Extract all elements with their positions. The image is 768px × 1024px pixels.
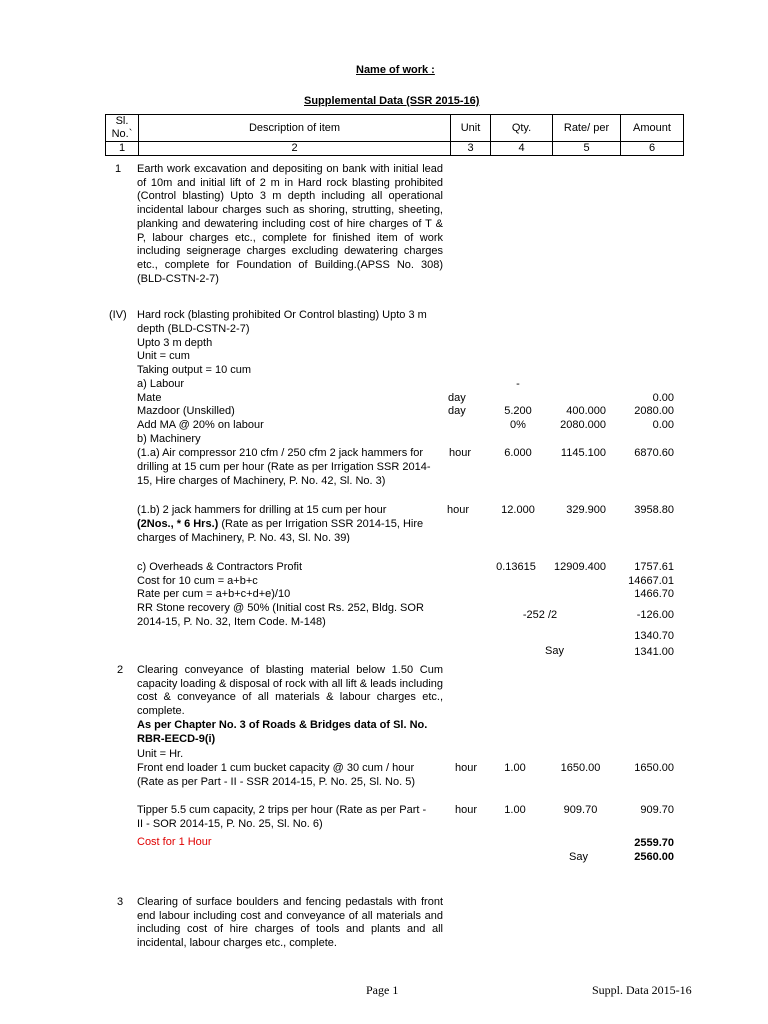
sub-iv-unit: Unit = cum (137, 350, 190, 362)
overheads-rate: 12909.400 (554, 561, 606, 573)
tipper-rate: 909.70 (563, 804, 598, 816)
rr-stone-amount: -126.00 (636, 609, 674, 621)
page-title: Name of work : (356, 64, 435, 76)
labour-heading: a) Labour (137, 378, 185, 390)
tipper-qty: 1.00 (504, 804, 526, 816)
header-table (105, 114, 684, 156)
header-col-6: 6 (621, 142, 684, 156)
header-amount: Amount (621, 115, 684, 142)
ma-qty: 0% (510, 419, 526, 431)
machinery-1b-qty: 12.000 (501, 504, 535, 516)
sub-iv-line-1: Hard rock (blasting prohibited Or Control blasting) Upto 3 m (137, 309, 427, 321)
mazdoor-amount: 2080.00 (634, 405, 674, 417)
say-amount-2: 2560.00 (634, 851, 674, 863)
ma-amount: 0.00 (652, 419, 674, 431)
mazdoor-unit: day (448, 405, 466, 417)
say-label-2: Say (569, 851, 588, 863)
machinery-1a-line-3: 15, Hire charges of Machinery, P. No. 42, Sl. No. 3) (137, 475, 386, 487)
sub-item-iv-number: (IV) (109, 309, 127, 321)
item-2-description: Clearing conveyance of blasting material below 1.50 Cum capacity loading & disposal of rock with all lift & leads including cost & conveyance of all materials & labour charges etc., complete. (137, 664, 443, 718)
mate-qty: - (516, 378, 520, 390)
item-2-reference-1: As per Chapter No. 3 of Roads & Bridges data of Sl. No. (137, 719, 428, 731)
page-subtitle: Supplemental Data (SSR 2015-16) (304, 95, 480, 107)
sub-iv-line-3: Upto 3 m depth (137, 337, 213, 349)
item-2-number: 2 (117, 664, 124, 676)
machinery-1a-unit: hour (449, 447, 472, 459)
cost-for-1-hour-label: Cost for 1 Hour (137, 836, 212, 848)
net-amount: 1340.70 (634, 630, 674, 642)
header-description: Description of item (139, 115, 451, 142)
header-rate: Rate/ per (553, 115, 621, 142)
mazdoor-rate: 400.000 (566, 405, 606, 417)
page-number: Page 1 (366, 983, 399, 997)
say-label-1: Say (545, 645, 564, 657)
sub-iv-output: Taking output = 10 cum (137, 364, 252, 376)
rr-stone-line-1: RR Stone recovery @ 50% (Initial cost Rs. 252, Bldg. SOR (137, 602, 424, 614)
header-col-5: 5 (553, 142, 621, 156)
item-1-number: 1 (115, 163, 122, 175)
header-col-2: 2 (139, 142, 451, 156)
loader-amount: 1650.00 (634, 762, 674, 774)
cost-for-1-hour-amount: 2559.70 (634, 837, 674, 849)
rr-stone-calc: -252 /2 (522, 609, 558, 621)
header-col-3: 3 (451, 142, 491, 156)
machinery-1a-qty: 6.000 (504, 447, 532, 459)
machinery-1b-line-2 (137, 518, 423, 532)
tipper-unit: hour (455, 804, 478, 816)
tipper-line-2: II - SOR 2014-15, P. No. 25, Sl. No. 6) (137, 818, 323, 830)
machinery-1a-rate: 1145.100 (560, 447, 606, 459)
loader-line-2: (Rate as per Part - II - SSR 2014-15, P. No. 25, Sl. No. 5) (137, 776, 415, 788)
mate-amount: 0.00 (652, 392, 674, 404)
ma-label: Add MA @ 20% on labour (137, 419, 264, 431)
tipper-amount: 909.70 (640, 804, 674, 816)
mate-label: Mate (137, 392, 162, 404)
overheads-amount: 1757.61 (634, 561, 674, 573)
footer-doc-label: Suppl. Data 2015-16 (592, 983, 692, 997)
mate-unit: day (448, 392, 466, 404)
say-amount-1: 1341.00 (634, 646, 674, 658)
item-3-number: 3 (117, 896, 124, 908)
machinery-1b-unit: hour (447, 504, 470, 516)
loader-qty: 1.00 (504, 762, 526, 774)
loader-unit: hour (455, 762, 478, 774)
overheads-qty: 0.13615 (496, 561, 536, 573)
rr-stone-line-2: 2014-15, P. No. 32, Item Code. M-148) (137, 616, 326, 628)
machinery-1b-line-2-rest: (Rate as per Irrigation SSR 2014-15, Hire (218, 518, 424, 530)
item-2-reference-2: RBR-EECD-9(i) (137, 733, 216, 745)
header-qty: Qty. (491, 115, 553, 142)
loader-line-1: Front end loader 1 cum bucket capacity @ 30 cum / hour (137, 762, 415, 774)
item-1-description: Earth work excavation and depositing on bank with initial lead of 10m and initial lift of 2 m in Hard rock blasting prohibited (Control blasting) Upto 3 m depth including all operational incidental labour charges such as shoring, strutting, sheeting, planking and dewatering including cost of hire charges of T & P, labour charges etc., complete for finished item of work including seignerage charges excluding dewatering charges etc., complete for Foundation of Building.(APSS No. 308) (BLD-CSTN-2-7) (137, 163, 443, 285)
rate-per-cum-label: Rate per cum = a+b+c+d+e)/10 (137, 588, 291, 600)
item-2-unit: Unit = Hr. (137, 748, 184, 760)
cost-10-cum-amount: 14667.01 (628, 575, 674, 587)
machinery-1b-bold: (2Nos., * 6 Hrs.) (137, 518, 219, 530)
machinery-1a-amount: 6870.60 (634, 447, 674, 459)
mazdoor-qty: 5.200 (504, 405, 532, 417)
machinery-1b-line-1: (1.b) 2 jack hammers for drilling at 15 cum per hour (137, 504, 387, 516)
item-3-description: Clearing of surface boulders and fencing pedastals with front end labour including cost and conveyance of all materials and including cost of hire charges of tools and plants and all incidental, labour charges etc., complete. (137, 896, 443, 950)
header-sl-no: Sl. No.` (106, 115, 139, 142)
machinery-1a-line-1: (1.a) Air compressor 210 cfm / 250 cfm 2 jack hammers for (137, 447, 424, 459)
machinery-1b-rate: 329.900 (566, 504, 606, 516)
header-col-1: 1 (106, 142, 139, 156)
mazdoor-label: Mazdoor (Unskilled) (137, 405, 235, 417)
machinery-heading: b) Machinery (137, 433, 201, 445)
machinery-1a-line-2: drilling at 15 cum per hour (Rate as per Irrigation SSR 2014- (137, 461, 431, 473)
rate-per-cum-amount: 1466.70 (634, 588, 674, 600)
tipper-line-1: Tipper 5.5 cum capacity, 2 trips per hour (Rate as per Part - (137, 804, 427, 816)
sub-iv-line-2: depth (BLD-CSTN-2-7) (137, 323, 250, 335)
machinery-1b-line-3: charges of Machinery, P. No. 43, Sl. No. 39) (137, 532, 350, 543)
header-unit: Unit (451, 115, 491, 142)
cost-10-cum-label: Cost for 10 cum = a+b+c (137, 575, 258, 587)
overheads-label: c) Overheads & Contractors Profit (137, 561, 303, 573)
header-col-4: 4 (491, 142, 553, 156)
ma-rate: 2080.000 (560, 419, 606, 431)
loader-rate: 1650.00 (560, 762, 601, 774)
machinery-1b-amount: 3958.80 (634, 504, 674, 516)
